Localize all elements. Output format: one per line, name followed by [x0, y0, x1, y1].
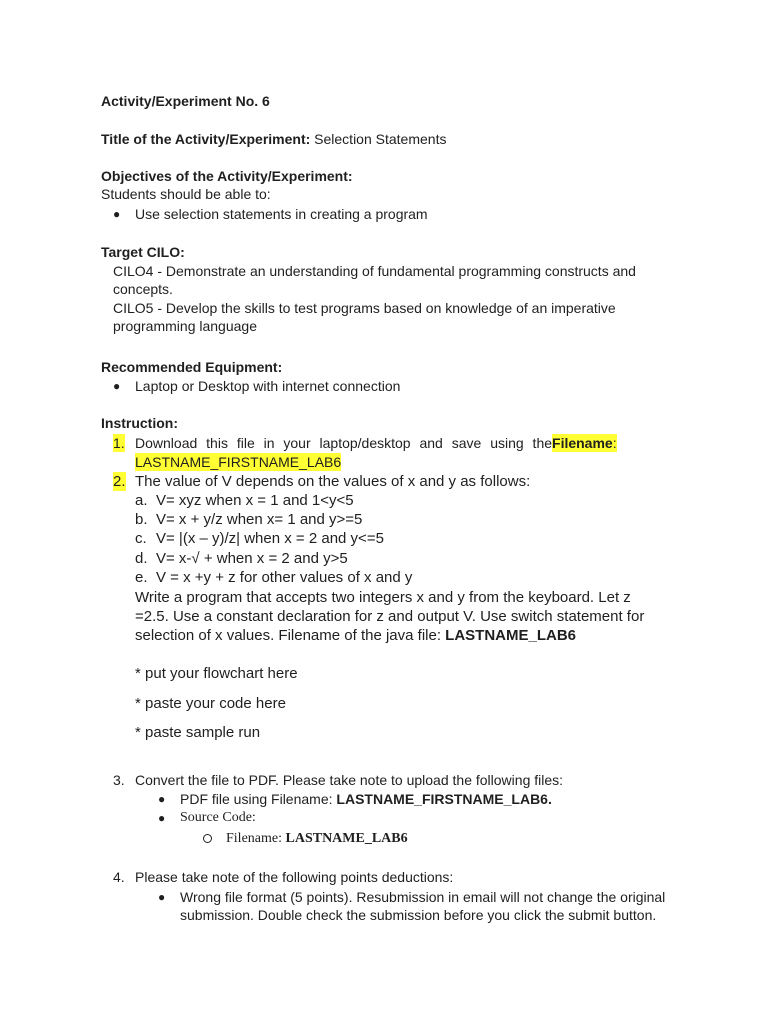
step4-item-line2: submission. Double check the submission before you click the submit button.	[180, 907, 657, 923]
title-line	[101, 130, 446, 148]
step2-para-line2: =2.5. Use a constant declaration for z and output V. Use switch statement for	[135, 608, 645, 625]
instruction-label: Instruction:	[101, 415, 178, 431]
activity-number: Activity/Experiment No. 6	[101, 93, 270, 109]
objectives-label: Objectives of the Activity/Experiment:	[101, 168, 353, 184]
step1-filename-label: Filename	[552, 435, 613, 451]
case-letter: a.	[135, 492, 148, 509]
case-text: V= |(x – y)/z| when x = 2 and y<=5	[156, 530, 384, 547]
step3-source-file-label: Filename:	[226, 831, 282, 846]
step3-number: 3.	[113, 772, 125, 788]
cilo5-line1: CILO5 - Develop the skills to test programs based on knowledge of an imperative	[113, 300, 616, 316]
cilo5-line2: programming language	[113, 318, 257, 334]
title-value: Selection Statements	[314, 131, 447, 147]
bullet-icon: ●	[158, 792, 166, 806]
case-text: V= xyz when x = 1 and 1<y<5	[156, 492, 354, 509]
step4-item-line1: Wrong file format (5 points). Resubmission in email will not change the original	[180, 889, 666, 905]
placeholder-sample-run: * paste sample run	[135, 724, 261, 741]
equipment-label: Recommended Equipment:	[101, 359, 283, 375]
case-text: V= x-√ + when x = 2 and y>5	[156, 550, 348, 567]
step3-source-file-value: LASTNAME_LAB6	[285, 831, 408, 846]
step3-source-file-line	[226, 830, 408, 848]
bullet-icon: ●	[113, 379, 121, 393]
objective-item: Use selection statements in creating a program	[135, 206, 428, 222]
step3-pdf-value: LASTNAME_FIRSTNAME_LAB6.	[336, 791, 552, 807]
case-letter: d.	[135, 550, 148, 567]
step1-filename-highlight	[552, 434, 617, 452]
step3-pdf-line	[180, 790, 552, 808]
step3-source-label: Source Code:	[180, 810, 256, 825]
step1-filename-value: LASTNAME_FIRSTNAME_LAB6	[135, 454, 342, 470]
step4-number: 4.	[113, 869, 125, 885]
title-label: Title of the Activity/Experiment:	[101, 131, 311, 147]
step1-line	[135, 434, 617, 452]
circle-bullet-icon	[203, 834, 212, 843]
step2-java-filename: LASTNAME_LAB6	[445, 627, 577, 644]
placeholder-flowchart: * put your flowchart here	[135, 665, 298, 682]
cilo4-line2: concepts.	[113, 281, 173, 297]
case-letter: b.	[135, 511, 148, 528]
case-letter: e.	[135, 569, 148, 586]
objectives-intro: Students should be able to:	[101, 186, 271, 202]
step1-colon: :	[612, 435, 617, 451]
bullet-icon: ●	[158, 811, 166, 825]
step2-para-line3	[135, 626, 576, 645]
placeholder-code: * paste your code here	[135, 695, 286, 712]
step2-para-line1: Write a program that accepts two integers x and y from the keyboard. Let z	[135, 589, 631, 606]
step2-number: 2.	[113, 473, 126, 490]
step2-para-text: selection of x values. Filename of the java file:	[135, 627, 441, 644]
step1-number: 1.	[113, 435, 125, 451]
bullet-icon: ●	[113, 207, 121, 221]
case-text: V = x +y + z for other values of x and y	[156, 569, 413, 586]
cilo4-line1: CILO4 - Demonstrate an understanding of fundamental programming constructs and	[113, 263, 636, 279]
case-text: V= x + y/z when x= 1 and y>=5	[156, 511, 363, 528]
case-letter: c.	[135, 530, 147, 547]
step4-text: Please take note of the following points deductions:	[135, 869, 454, 885]
step3-text: Convert the file to PDF. Please take note to upload the following files:	[135, 772, 564, 788]
bullet-icon: ●	[158, 890, 166, 904]
cilo-label: Target CILO:	[101, 244, 185, 260]
step2-text: The value of V depends on the values of x and y as follows:	[135, 473, 531, 490]
step3-pdf-label: PDF file using Filename:	[180, 791, 333, 807]
step1-text: Download this file in your laptop/desktop and save using the	[135, 435, 553, 451]
equipment-item: Laptop or Desktop with internet connection	[135, 378, 401, 394]
